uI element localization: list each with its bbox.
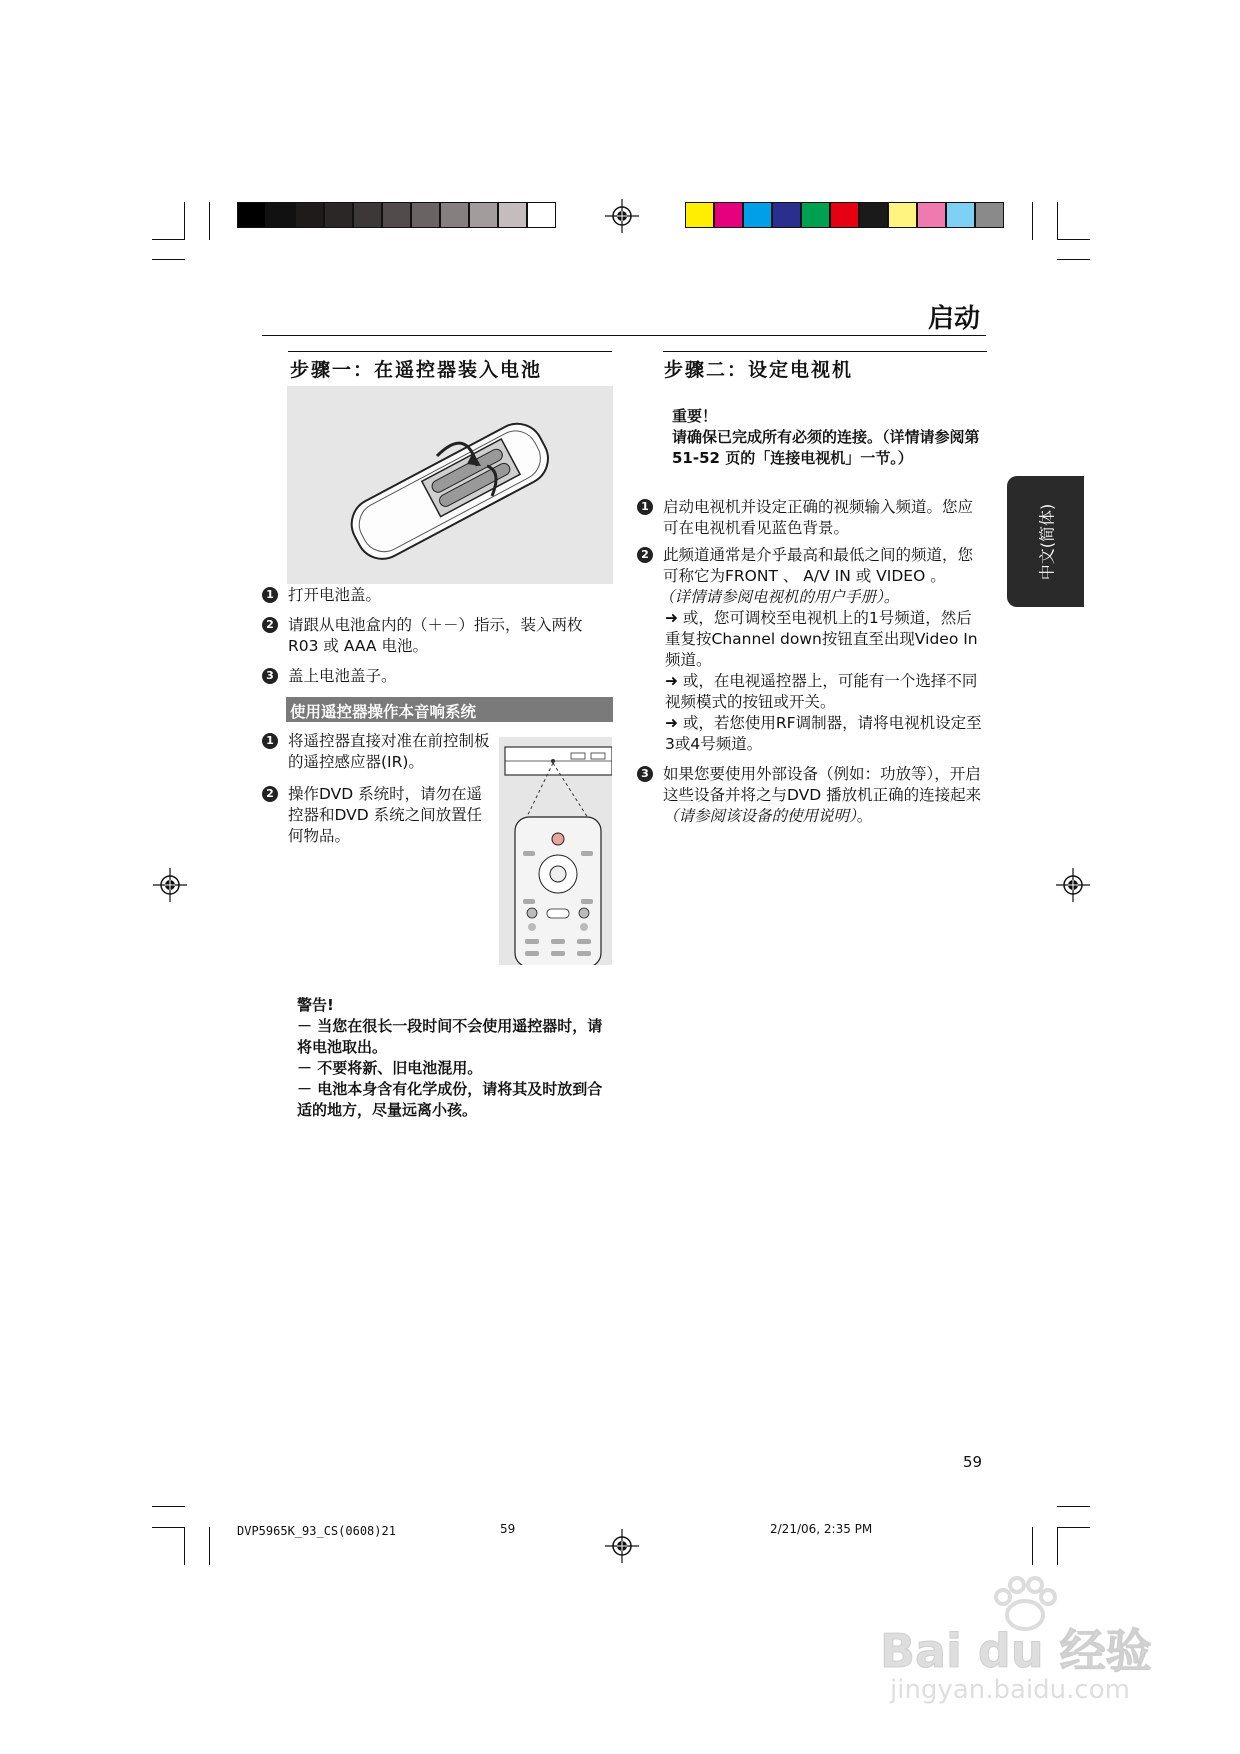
step-text: 打开电池盖。 [288, 586, 382, 604]
step-option: ➜ 或，若您使用RF调制器，请将电视机设定至3或4号频道。 [665, 714, 982, 753]
list-item [637, 545, 987, 755]
remote-aiming-illustration [499, 737, 612, 965]
color-swatch [859, 202, 888, 228]
color-swatch [888, 202, 917, 228]
registration-mark-icon [605, 1529, 639, 1563]
list-item [262, 585, 602, 606]
warning-line: － 电池本身含有化学成份，请将其及时放到合适的地方，尽量远离小孩。 [297, 1080, 603, 1119]
footer-date: 2/21/06, 2:35 PM [770, 1522, 873, 1536]
step-number-badge: 2 [262, 786, 278, 802]
registration-mark-icon [153, 868, 187, 902]
color-swatch [295, 202, 324, 228]
step-option: ➜ 或，您可调校至电视机上的1号频道，然后重复按Channel down按钮直至出现Video In频道。 [665, 609, 978, 669]
warning-title: 警告! [297, 996, 334, 1014]
color-swatch [714, 202, 743, 228]
language-tab-label: 中文(简体) [1037, 503, 1056, 580]
color-swatch [830, 202, 859, 228]
color-swatch [527, 202, 556, 228]
title-rule [262, 335, 986, 336]
step-number-badge: 2 [637, 547, 653, 563]
list-item [262, 731, 494, 773]
language-tab [1007, 476, 1084, 607]
color-swatch [237, 202, 266, 228]
baidu-watermark [880, 1575, 1180, 1705]
color-swatch [975, 202, 1004, 228]
color-swatch [498, 202, 527, 228]
warning-line: － 不要将新、旧电池混用。 [297, 1059, 483, 1077]
color-swatch [411, 202, 440, 228]
page-number: 59 [963, 1453, 983, 1471]
list-item [637, 497, 987, 539]
step-number-badge: 1 [637, 499, 653, 515]
step-text: 请跟从电池盒内的（＋－）指示，装入两枚R03 或 AAA 电池。 [288, 616, 583, 655]
left-heading-rule [288, 351, 612, 352]
step-text: 将遥控器直接对准在前控制板的遥控感应器(IR)。 [288, 732, 490, 771]
right-section-heading: 步骤二：设定电视机 [664, 359, 854, 381]
warning-block [297, 995, 607, 1121]
color-swatch [382, 202, 411, 228]
color-swatch [469, 202, 498, 228]
step-number-badge: 2 [262, 617, 278, 633]
important-body: 请确保已完成所有必须的连接。（详情请参阅第 51-52 页的「连接电视机」一节。） [672, 428, 980, 467]
step-text: 盖上电池盖子。 [288, 667, 397, 685]
list-item [262, 615, 584, 657]
list-item [637, 764, 987, 827]
registration-mark-icon [605, 199, 639, 233]
left-section-heading: 步骤一：在遥控器装入电池 [290, 359, 543, 381]
color-swatch [353, 202, 382, 228]
subsection-heading: 使用遥控器操作本音响系统 [286, 697, 613, 722]
list-item [262, 784, 494, 847]
step-number-badge: 1 [262, 587, 278, 603]
watermark-brand: Bai du 经验 [880, 1624, 1152, 1678]
step-tail: 。 [856, 807, 873, 825]
color-swatch [743, 202, 772, 228]
color-swatch [685, 202, 714, 228]
color-swatch [917, 202, 946, 228]
list-item [262, 666, 602, 687]
battery-illustration [287, 386, 613, 584]
footer-page: 59 [500, 1522, 516, 1536]
color-swatch [801, 202, 830, 228]
color-swatch [324, 202, 353, 228]
step-note: （详情请参阅电视机的用户手册）。 [659, 588, 900, 606]
color-swatch [772, 202, 801, 228]
color-swatch [266, 202, 295, 228]
color-swatch [440, 202, 469, 228]
step-text: 启动电视机并设定正确的视频输入频道。您应可在电视机看见蓝色背景。 [663, 498, 974, 537]
warning-line: － 当您在很长一段时间不会使用遥控器时，请将电池取出。 [297, 1017, 603, 1056]
step-number-badge: 1 [262, 733, 278, 749]
step-option: ➜ 或，在电视遥控器上，可能有一个选择不同视频模式的按钮或开关。 [665, 672, 978, 711]
step-number-badge: 3 [637, 766, 653, 782]
right-heading-rule [663, 351, 987, 352]
color-swatch [946, 202, 975, 228]
step-text: 此频道通常是介乎最高和最低之间的频道，您可称它为FRONT 、 A/V IN 或 VIDEO 。 [663, 546, 974, 585]
step-note: （请参阅该设备的使用说明） [663, 807, 857, 825]
important-note [672, 406, 982, 469]
step-number-badge: 3 [262, 668, 278, 684]
footer-file: DVP5965K_93_CS(0608)21 [237, 1524, 396, 1538]
important-title: 重要！ [672, 407, 718, 425]
registration-mark-icon [1056, 868, 1090, 902]
chapter-title: 启动 [928, 304, 981, 334]
step-text: 如果您要使用外部设备（例如：功放等），开启这些设备并将之与DVD 播放机正确的连接起来 [663, 765, 982, 804]
watermark-url: jingyan.baidu.com [890, 1675, 1130, 1705]
step-text: 操作DVD 系统时，请勿在遥控器和DVD 系统之间放置任何物品。 [288, 785, 483, 845]
